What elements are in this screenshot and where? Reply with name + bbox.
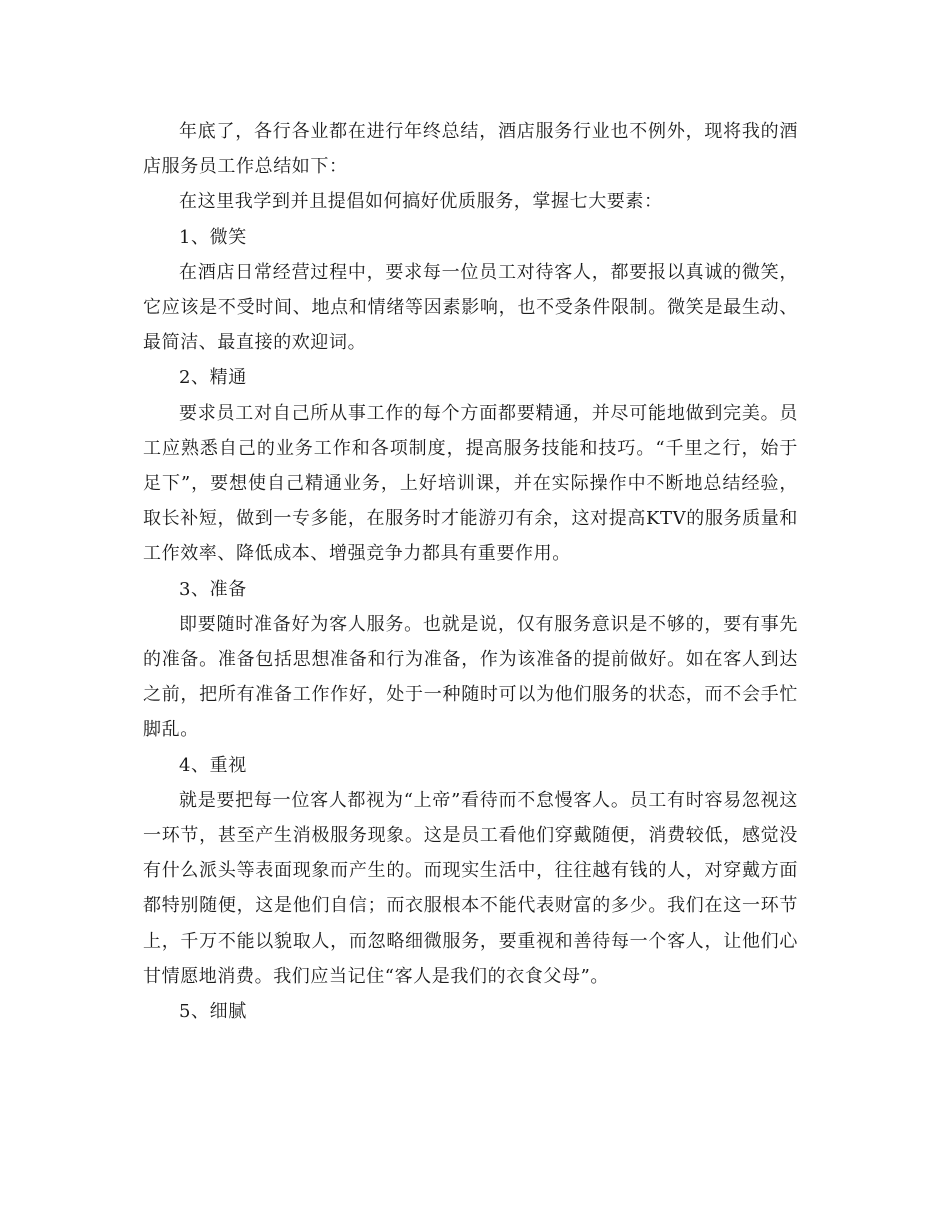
intro-paragraph: 年底了，各行各业都在进行年终总结，酒店服务行业也不例外，现将我的酒店服务员工作总结如下：: [143, 121, 798, 178]
section-heading-attention: 4、重视: [179, 754, 247, 776]
section-body-smile: 在酒店日常经营过程中，要求每一位员工对待客人，都要报以真诚的微笑，它应该是不受时间、地点和情绪等因素影响，也不受条件限制。微笑是最生动、最简洁、最直接的欢迎词。: [143, 261, 798, 354]
section-heading-proficiency: 2、精通: [179, 367, 247, 389]
document-body: [143, 114, 798, 1029]
elements-intro-paragraph: 在这里我学到并且提倡如何搞好优质服务，掌握七大要素：: [179, 191, 663, 213]
section-body-proficiency: 要求员工对自己所从事工作的每个方面都要精通，并尽可能地做到完美。员工应熟悉自己的业务工作和各项制度，提高服务技能和技巧。“千里之行，始于足下”，要想使自己精通业务，上好培训课，并在实际操作中不断地总结经验，取长补短，做到一专多能，在服务时才能游刃有余，这对提高KTV的服务质量和工作效率、降低成本、增强竞争力都具有重要作用。: [143, 402, 798, 565]
section-body-attention: 就是要把每一位客人都视为“上帝”看待而不怠慢客人。员工有时容易忽视这一环节，甚至产生消极服务现象。这是员工看他们穿戴随便，消费较低，感觉没有什么派头等表面现象而产生的。而现实生活中，往往越有钱的人，对穿戴方面都特别随便，这是他们自信；而衣服根本不能代表财富的多少。我们在这一环节上，千万不能以貌取人，而忽略细微服务，要重视和善待每一个客人，让他们心甘情愿地消费。我们应当记住“客人是我们的衣食父母”。: [143, 789, 798, 987]
section-body-preparation: 即要随时准备好为客人服务。也就是说，仅有服务意识是不够的，要有事先的准备。准备包括思想准备和行为准备，作为该准备的提前做好。如在客人到达之前，把所有准备工作作好，处于一种随时可以为他们服务的状态，而不会手忙脚乱。: [143, 613, 798, 741]
section-heading-preparation: 3、准备: [179, 578, 247, 600]
section-heading-smile: 1、微笑: [179, 226, 247, 248]
section-heading-meticulous: 5、细腻: [179, 1001, 247, 1023]
